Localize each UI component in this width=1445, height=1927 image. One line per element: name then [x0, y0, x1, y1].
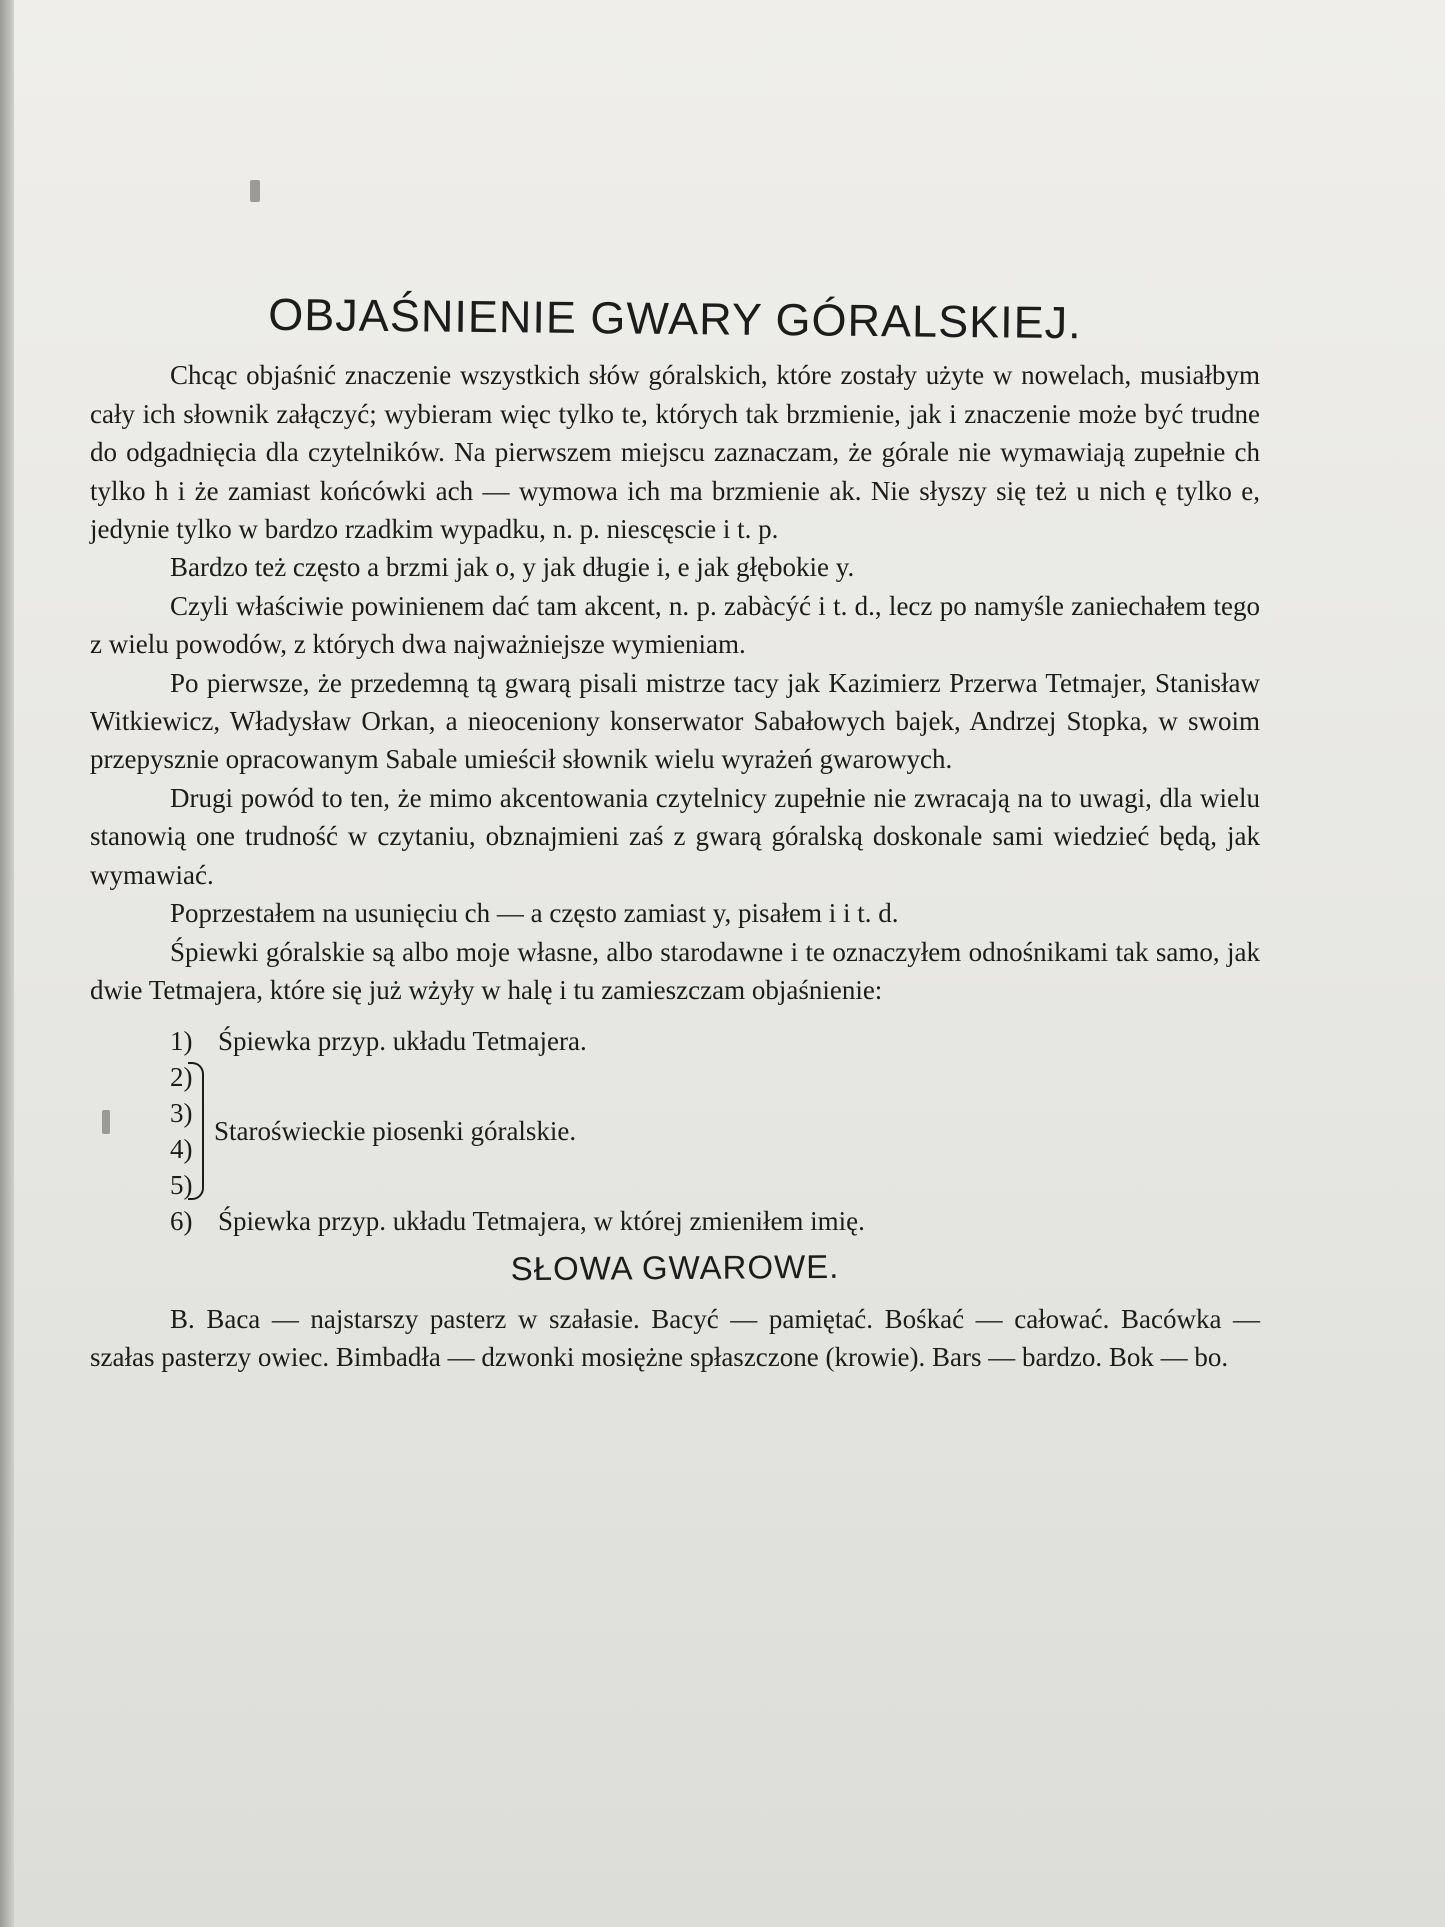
paragraph-pronunciation: Bardzo też często a brzmi jak o, y jak długie i, e jak głębokie y. — [170, 552, 855, 583]
list-text: Staroświeckie piosenki góralskie. — [214, 1116, 577, 1147]
curly-brace — [188, 1062, 204, 1200]
list-number: 2) — [170, 1062, 193, 1093]
paragraph-accent: Czyli właściwie powinienem dać tam akcent, n. p. zabàcýć i t. d., lecz po namyśle zaniechałem tego z wielu powodów, z których dwa najważniejsze wymieniam. — [90, 590, 1260, 660]
list-item — [170, 1023, 1260, 1059]
list-number: 6) — [170, 1206, 193, 1237]
list-number: 3) — [170, 1098, 193, 1129]
brace-group — [170, 1059, 1260, 1203]
paragraph-songs: Śpiewki góralskie są albo moje własne, albo starodawne i te oznaczyłem odnośnikami tak samo, jak dwie Tetmajera, które się już wżyły w halę i tu zamieszczam objaśnienie: — [90, 936, 1260, 1005]
page-title: OBJAŚNIENIE GWARY GÓRALSKIEJ. — [268, 288, 1082, 349]
paragraph-first-reason: Po pierwsze, że przedemną tą gwarą pisali mistrze tacy jak Kazimierz Przerwa Tetmajer, Stanisław Witkiewicz, Władysław Orkan, a nieoceniony konserwator Sabałowych bajek, Andrzej Stopka, w swoim przepysznie opracowanym Sabale umieścił słownik wielu wyrażeń gwarowych. — [90, 667, 1260, 775]
list-item — [170, 1203, 1260, 1239]
binding-edge — [0, 0, 14, 1927]
section-title: SŁOWA GWAROWE. — [510, 1248, 840, 1288]
list-number: 4) — [170, 1134, 193, 1165]
paragraph-removal: Poprzestałem na usunięciu ch — a często zamiast y, pisałem i i t. d. — [170, 898, 899, 929]
list-text: Śpiewka przyp. układu Tetmajera, w której zmieniłem imię. — [218, 1206, 865, 1237]
paragraph-intro: Chcąc objaśnić znaczenie wszystkich słów góralskich, które zostały użyte w nowelach, musiałbym cały ich słownik załączyć; wybieram więc tylko te, których tak brzmienie, jak i znaczenie może być trudne do odgadnięcia dla czytelników. Na pierwszem miejscu zaznaczam, że górale nie wymawiają zupełnie ch tylko h i że zamiast końcówki ach — wymowa ich ma brzmienie ak. Nie słyszy się też u nich ę tylko e, jedynie tylko w bardzo rzadkim wypadku, n. p. niescęscie i t. p. — [90, 360, 1260, 545]
paragraph-second-reason: Drugi powód to ten, że mimo akcentowania czytelnicy zupełnie nie zwracają na to uwagi, dla wielu stanowią one trudność w czytaniu, obznajmieni zaś z gwarą góralską doskonale sami wiedzieć będą, jak wymawiać. — [90, 782, 1260, 890]
glossary-entries: B. Baca — najstarszy pasterz w szałasie. Bacyć — pamiętać. Bośkać — całować. Bacówka — szałas pasterzy owiec. Bimbadła — dzwonki mosiężne spłaszczone (krowie). Bars — bardzo. Bok — bo. — [90, 1303, 1260, 1373]
page-stain — [250, 180, 260, 202]
list-number: 5) — [170, 1170, 193, 1201]
list-text: Śpiewka przyp. układu Tetmajera. — [218, 1026, 587, 1057]
song-legend-list — [170, 1023, 1260, 1239]
page-content — [90, 288, 1260, 1377]
list-number: 1) — [170, 1026, 193, 1057]
